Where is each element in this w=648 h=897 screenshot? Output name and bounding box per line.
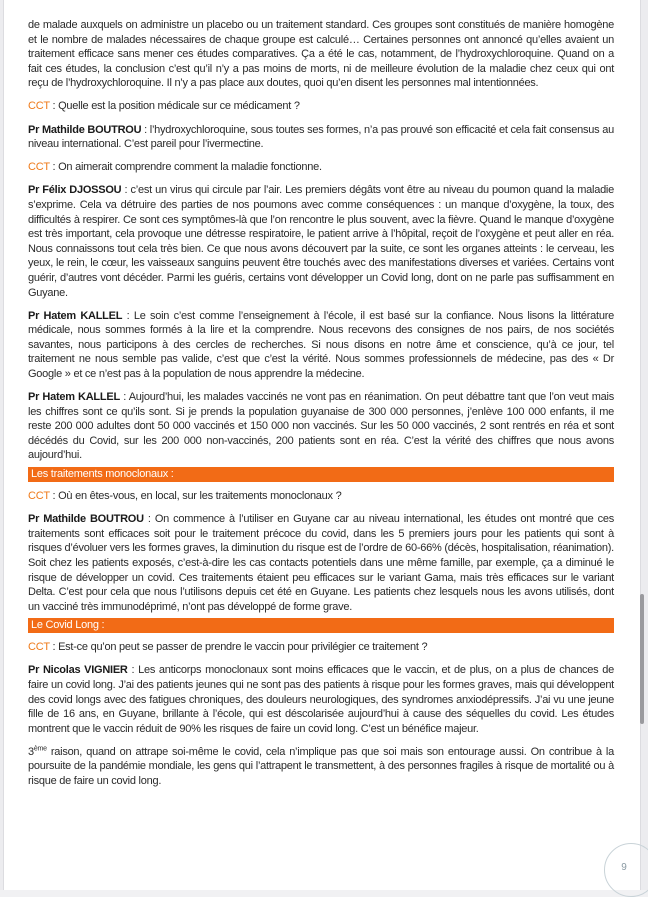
speaker-cct: CCT: [28, 490, 50, 503]
speaker-cct: CCT: [28, 100, 50, 113]
scrollbar-thumb[interactable]: [640, 594, 644, 724]
speaker-name: Pr Hatem KALLEL: [28, 309, 123, 322]
speaker-name: Pr Mathilde BOUTROU: [28, 513, 144, 526]
question: [28, 99, 614, 114]
speaker-name: Pr Félix DJOSSOU: [28, 184, 122, 197]
question-text: : On aimerait comprendre comment la maladie fonctionne.: [49, 161, 322, 174]
answer-text: : Les anticorps monoclonaux sont moins efficaces que le vaccin, et de plus, on a plus de chances de faire un covid long. J’ai des patients jeunes qui ne sont pas des patients à risque pour les formes graves, mais qui développent des covid longs avec des fatigues chroniques, des douleurs neurologiques, des syndromes anxiodépressifs. J’ai vu une jeune fille de 16 ans, en Guyane, brillante à l’école, qui est déscolarisée aujourd’hui à cause des séquelles du covid. Les études montrent que le vaccin réduit de 90% les risques de faire un covid long. C’est un bénéfice majeur.: [28, 664, 614, 735]
answer: [28, 663, 614, 736]
speaker-name: Pr Mathilde BOUTROU: [28, 123, 142, 136]
question: [28, 640, 614, 655]
answer-text: : l’hydroxychloroquine, sous toutes ses formes, n’a pas prouvé son efficacité et cela fait consensus au niveau international. C’est pareil pour l’ivermectine.: [28, 123, 614, 151]
speaker-name: Pr Hatem KALLEL: [28, 391, 120, 404]
paragraph-text: raison, quand on attrape soi-même le covid, cela n’implique pas que soi mais son entourage aussi. On contribue à la poursuite de la pandémie mondiale, les gens qui l’attrapent le transmettent, à des personnes fragiles à risque de mortalité ou à risque de faire un covid long.: [28, 745, 614, 788]
speaker-name: Pr Nicolas VIGNIER: [28, 664, 128, 677]
question-text: : Est-ce qu’on peut se passer de prendre le vaccin pour privilégier ce traitement ?: [49, 641, 428, 654]
speaker-cct: CCT: [28, 161, 50, 174]
question: [28, 489, 614, 504]
question: [28, 160, 614, 175]
answer: [28, 183, 614, 300]
document-content: [28, 18, 614, 797]
answer: [28, 390, 614, 463]
section-heading-covid-long: Le Covid Long :: [28, 618, 614, 633]
speaker-cct: CCT: [28, 641, 50, 654]
paragraph: [28, 745, 614, 789]
answer: [28, 123, 614, 152]
ordinal-number: 3: [28, 745, 34, 758]
answer-text: : Le soin c’est comme l’enseignement à l’école, il est basé sur la confiance. Nous lisons la littérature médicale, nous sommes formés à la lire et la comprendre. Nous recevons des consignes de nos pairs, de nos sociétés savantes, nous participons à des cercles de recherches. Si nous disons en notre âme et conscience, qu’à ce jour, tel traitement ne nous semble pas valide, c’est que c’est la vérité. Nous sommes professionnels de médecine, pas des « Dr Google » et ce n’est pas à la population de nous apprendre la médecine.: [28, 309, 614, 380]
answer-text: : Aujourd’hui, les malades vaccinés ne vont pas en réanimation. On peut débattre tant que l’on veut mais les chiffres sont ce qu’ils sont. Si je prends la population guyanaise de 300 000 personnes, j’enlève 100 000 enfants, il me reste 200 000 adultes dont 50 000 vaccinés et 150 000 non vaccinés. Sur les 50 000 vaccinés, 2 sont rentrés en réa et sont décédés du Covid, sur les 200 000 non-vaccinés, 200 patients sont en réa. C’est la vérité des chiffres que nous avons aujourd’hui.: [28, 391, 614, 462]
answer-text: : c’est un virus qui circule par l’air. Les premiers dégâts vont être au niveau du poumon quand la maladie s’exprime. Cela va détruire des parties de nos poumons avec comme conséquences : un manque d’oxygène, la toux, des difficultés à respirer. Ce sont ces symptômes-là que l’on rencontre le plus souvent, avec la fièvre. Quand le manque d’oxygène est très important, cela provoque une détresse respiratoire, le patient arrive à l’hôpital, reçoit de l’oxygène et peut aller en réa. Nous connaissons tout cela très bien. Ce que nous avons découvert par la suite, ce sont les organes atteints : le cerveau, les yeux, le rein, le cœur, les vaisseaux sanguins peuvent être touchés avec des manifestations diverses et variées. Certains vont guérir, d’autres vont décéder. Parmi les guéris, certains vont développer un Covid long, dont on ne parle pas suffisamment en Guyane.: [28, 184, 614, 299]
section-heading-monoclonaux: Les traitements monoclonaux :: [28, 467, 614, 482]
answer: [28, 309, 614, 382]
ordinal-suffix: ème: [33, 745, 47, 753]
answer: [28, 512, 614, 614]
scrollbar-track[interactable]: [640, 0, 648, 890]
answer-text: : On commence à l’utiliser en Guyane car au niveau international, les études ont montré que ces traitements sont efficaces soit pour le traitement précoce du covid, dans les 5 premiers jours pour les patients qui sont à risques d’évoluer vers les formes graves, la diminution du risque est de l’ordre de 60-66% (décès, hospitalisation, réanimation). Soit chez les patients exposés, c’est-à-dire les cas contacts potentiels dans une même famille, par exemple, ça a diminué le risque de développer un covid. Ces traitements étaient peu efficaces sur le variant Gama, mais très efficaces sur le variant Delta. C’est pour cela que nous l’utilisons depuis cet été en Guyane. Les patients chez lesquels nous les avons utilisés, dont un vacciné très immunodéprimé, n’ont pas développé de forme grave.: [28, 513, 614, 613]
page-number: 9: [621, 862, 627, 873]
question-text: : Quelle est la position médicale sur ce médicament ?: [49, 100, 300, 113]
paragraph: de malade auxquels on administre un placebo ou un traitement standard. Ces groupes sont constitués de manière homogène et le nombre de malades nécessaires de chaque groupe est calculé… Certaines personnes ont annoncé qu’elles avaient un traitement efficace sans mener ces études comparatives. Ça a été le cas, notamment, de l’hydroxychloroquine. Quand on a fait ces études, la conclusion c’est qu’il n’y a pas moins de morts, ni de meilleure évolution de la maladie chez ceux qui ont reçu de l’hydroxychloroquine. Il n’y a pas place aux doutes, quoi qu’en disent les personnes mal intentionnées.: [28, 19, 614, 90]
question-text: : Où en êtes-vous, en local, sur les traitements monoclonaux ?: [49, 490, 342, 503]
